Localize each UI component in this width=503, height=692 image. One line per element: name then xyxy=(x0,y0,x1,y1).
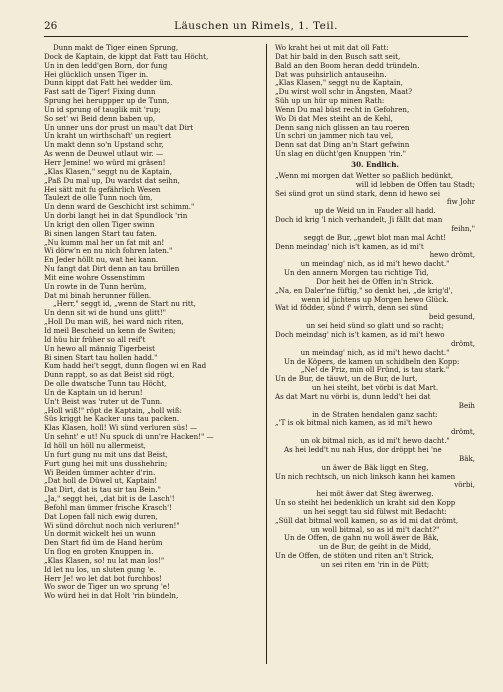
text-line: Id hüu hir früher so all reif't xyxy=(44,334,146,344)
text-line: Un krigt den ollen Tiger swinn xyxy=(44,219,155,229)
text-line: Bäk, xyxy=(459,453,475,463)
text-line: feihn," xyxy=(451,223,475,233)
text-line: Befohl man ümmer frische Krasch'! xyxy=(44,502,172,512)
text-line: Un dormit wickelt hei un wunn xyxy=(44,529,156,539)
text-line: Un flog en groten Knuppen in. xyxy=(44,547,154,557)
text-line: As wenn de Deuwel utlaut wir. — xyxy=(44,149,164,159)
text-line: Süs kriggt he Kacker uns tau packen. xyxy=(44,414,180,424)
text-line: Un hewo all männig Tigerbeist xyxy=(44,343,155,353)
text-line: Wo Di dat Mes steiht an de Kehl, xyxy=(275,113,393,123)
column-divider xyxy=(266,44,267,664)
text-line: Klas Klasen, holl! Wi sünd verluren süs! — xyxy=(44,423,198,433)
text-line: „Herr," seggt id, „wenn de Start nu ritt, xyxy=(53,299,196,309)
text-line: un ok bitmal nich, as id mi't hewo dacht." xyxy=(300,436,450,446)
text-line: beid gesund, xyxy=(428,312,475,322)
text-line: un sei riten em 'rin in de Pütt; xyxy=(320,559,430,569)
text-line: un woll bitmal, so as id mi't dacht?" xyxy=(310,524,440,534)
text-line: As dat Mart nu vörbi is, dunn ledd't hei dat xyxy=(275,391,431,401)
page-header xyxy=(44,18,468,34)
text-line: un meindag' nich, as id mi't hewo dacht." xyxy=(300,259,450,269)
text-line: Dunn kippt dat Fatt hei wedder üm. xyxy=(44,78,173,88)
text-line: Un de Köpers, de kamen un schidbeln den Kopp: xyxy=(284,356,460,366)
text-line: Dat hir bald in den Busch satt seit, xyxy=(275,51,401,61)
text-line: Wo swor de Tiger un wo sprung 'e! xyxy=(44,582,170,592)
text-line: Hei sätt mit fu gefährlich Wesen xyxy=(44,184,161,194)
text-line: Denn sat dat Ding an'n Start gefwinn xyxy=(275,140,410,150)
text-line: hei möt äwer dat Steg äwerweg. xyxy=(316,489,434,499)
text-line: Un nich rechtsch, un nich linksch kann hei kamen xyxy=(275,471,456,481)
text-line: So set' wi Beid denn baben up, xyxy=(44,113,156,123)
text-line: seggt de Bur, „gewt blot man mal Acht! xyxy=(303,232,447,242)
text-line: „Nu kumm mal her un fat mit an! xyxy=(44,237,165,247)
text-line: „Holl wiß!" röpt de Kaptain, „holl wiß: xyxy=(44,405,182,415)
text-line: Wi sünd dörchut noch nich verluren!" xyxy=(44,520,180,530)
text-line: „Du wirst woll schr in Ängsten, Maat? xyxy=(275,87,413,97)
text-line: „Ja," seggt hei, „dat bit is de Lasch'! xyxy=(44,494,175,504)
text-line: Un so steiht hei bedenklich un kraht sid den Kopp xyxy=(275,498,456,508)
left-text-column xyxy=(44,44,260,601)
text-line: Dunn rappt, so as dat Beist sid rögt, xyxy=(44,370,175,380)
text-line: Taulezt de olle Tunn noch üm, xyxy=(44,193,153,203)
text-line: Fast satt de Tiger! Fixing dunn xyxy=(44,87,156,97)
text-line: Un id sprung of tauglik mit 'rup; xyxy=(44,104,161,114)
right-text-column xyxy=(275,44,475,570)
text-line: Bald an den Boom heran dedd tründeln. xyxy=(275,60,420,70)
text-line: Un den annern Morgen tau richtige Tid, xyxy=(284,268,429,278)
page-number: 26 xyxy=(44,20,58,32)
text-line: Un de Kaptain un id herun! xyxy=(44,387,143,397)
text-line: Beih xyxy=(458,400,475,410)
text-line: in de Straten hendalen ganz sacht: xyxy=(312,409,438,419)
text-line: Hei glücklich unsen Tiger in. xyxy=(44,69,149,79)
text-line: Herr Jemine! wo würd mi gräsen! xyxy=(44,157,166,167)
text-line: Dor heit hei de Offen in'n Strick. xyxy=(316,276,434,286)
text-line: Denn meindag' nich is't kamen, as id mi't xyxy=(275,241,424,251)
text-line: Dat mi binah herunner füllen. xyxy=(44,290,152,300)
text-line: Herr Je! wo let dat bot furchbos! xyxy=(44,573,162,583)
text-line: un hei seggt tau sid fülwst mit Bedacht: xyxy=(303,506,447,516)
text-line: Un de Offen, de stöten und riten an't Strick, xyxy=(275,551,434,561)
text-line: drömt, xyxy=(450,427,475,437)
text-line: drömt, xyxy=(450,338,475,348)
text-line: Doch meindag' nich is't kamen, as id mi't hewo xyxy=(275,330,445,339)
text-line: Un sehnt' e ut! Nu spuck di unn're Hacken!" — xyxy=(44,432,214,442)
text-line: As hei ledd't nu nah Hus, dor dröppt hei 'ne xyxy=(284,444,442,454)
text-line: Süh up un hür up minen Rath: xyxy=(275,96,385,106)
text-line: Dunn makt de Tiger einen Sprung, xyxy=(53,44,179,52)
text-line: Id meil Bescheid un kenn de Switen; xyxy=(44,326,176,335)
text-line: Un schri un jammer nich tau vel, xyxy=(275,131,394,141)
text-line: Wat id födder, sünd f' wirrh, denn sei sünd xyxy=(275,303,428,313)
text-line: Wo kraht hei ut mit dat oll Fatt: xyxy=(275,44,389,52)
text-line: Un makt denn so'n Upstand schr, xyxy=(44,140,164,150)
text-line: Wi Beiden ümmer achter d'rin. xyxy=(44,467,156,477)
text-line: Un't Beist was 'ruter ut de Tunn. xyxy=(44,396,163,406)
text-line: „Klas Klasen," seggt nu de Kaptain, xyxy=(44,166,172,176)
text-line: Un kraht un wirthschaft' un regiert xyxy=(44,131,172,141)
text-line: Denn sang nich glissen an tau roeren xyxy=(275,122,410,132)
text-line: Doch id krig 'l nich verhandelt, Ji fällt dat man xyxy=(275,215,443,225)
text-line: „Wenn mi morgen dat Wetter so paßlich bedünkt, xyxy=(275,170,454,180)
text-line: un äwer de Bäk liggt en Steg, xyxy=(321,462,429,472)
text-line: Un rowte in de Tunn herüm, xyxy=(44,281,147,291)
text-line: Bi sinen langen Start tau faten. xyxy=(44,228,157,238)
text-line: Un dorbi langt hei in dat Spundlock 'rin xyxy=(44,211,188,221)
text-line: fiw Johr xyxy=(446,197,475,207)
text-line: Den Start fid üm de Hand herüm xyxy=(44,538,163,548)
text-line: „Na, en Daler'ne füftig," so denkt hei, „de krig'd', xyxy=(275,285,453,295)
text-line: „Holl Du man wiß, hei ward nich riten, xyxy=(44,317,184,327)
text-line: Sprung hei heruppper up de Tunn, xyxy=(44,96,170,106)
text-line: vörbi, xyxy=(454,480,475,490)
text-line: un de Bur, de geiht in de Midd, xyxy=(319,542,431,552)
text-line: Un unner uns dor prust un mau't dat Dirt xyxy=(44,122,194,132)
text-line: „'T is ok bitmal nich kamen, as id mi't hewo xyxy=(275,418,433,428)
text-line: Un denn ward de Geschicht irst schimm." xyxy=(44,202,195,212)
text-line: „Klas Klasen," seggt nu de Kaptain, xyxy=(275,78,403,88)
text-line: De olle dwatsche Tunn tau Höcht, xyxy=(44,379,167,389)
text-line: Dock de Kaptain, de kippt dat Fatt tau Höcht, xyxy=(44,51,209,61)
text-line: „Klas Klasen, so! nu lat man los!" xyxy=(44,555,165,565)
running-title: Läuschen un Rimels, 1. Teil. xyxy=(174,20,338,32)
text-line: Furt gung hei mit uns dusshehrin; xyxy=(44,458,168,468)
text-line: Dat Dirt, dat is tau sir tau Bein." xyxy=(44,485,161,495)
text-line: Un in den ledd'gen Born, dor fung xyxy=(44,60,168,70)
text-line: Wenn Du mal büst recht in Gefohren, xyxy=(275,104,410,114)
text-line: Mit eine wohre Ossenstimm xyxy=(44,272,145,282)
text-line: Un denn sit wi de hund uns glitt!" xyxy=(44,308,166,318)
text-line: wenn id jichtens up Morgen hewo Glück. xyxy=(301,294,449,304)
text-line: un meindag' nich, as id mi't hewo dacht." xyxy=(300,347,450,357)
text-line: Un slag en dücht'gen Knuppen 'rin." xyxy=(275,149,407,159)
text-line: En Jeder höllt nu, wat hei kann. xyxy=(44,255,159,265)
text-line: Un furt gung nu mit uns dat Beist, xyxy=(44,449,168,459)
text-line: „Ne! de Priz, min oll Fründ, is tau stark." xyxy=(300,365,450,375)
text-line: hewo drömt, xyxy=(429,250,475,260)
text-line: Wo würd hei in dat Holt 'rin bündeln, xyxy=(44,591,179,601)
text-line: Un de Offen, de gahn nu woll äwer de Bäk, xyxy=(284,533,439,543)
text-line: Dat Lopen fall nich ewig duren, xyxy=(44,511,158,521)
text-line: Un de Bur, de täuwt, un de Bur, de lurt, xyxy=(275,374,418,384)
text-line: un hei steiht, bet vörbi is dat Mart. xyxy=(311,383,439,393)
text-line: „Paß Du mal up, Du wardst dat seihn, xyxy=(44,175,180,185)
text-line: Id höll un höll nu allermeist, xyxy=(44,440,146,450)
text-line: „Süll dat bitmal woll kamen, so as id mi dat drömt, xyxy=(275,515,459,525)
text-line: „Dat holl de Düwel ut, Kaptain! xyxy=(44,476,158,486)
text-line: Dat was puhsirlich antauseihn. xyxy=(275,69,387,79)
text-line: Sei sünd grot un sünd stark, denn id hewo sei xyxy=(275,188,441,198)
text-line: Id let nu los, un sluten gung 'e. xyxy=(44,564,156,574)
text-line: will id lebben de Offen tau Stadt; xyxy=(355,179,475,189)
section-heading: 30. Endlich. xyxy=(351,159,399,169)
text-line: up de Weid un in Fauder all hadd. xyxy=(314,206,436,216)
text-line: Wi dörw'n en nu nich fohren laten." xyxy=(44,246,173,256)
text-line: Kum hadd hei't seggt, dunn flogen wi en Rad xyxy=(44,361,207,371)
text-line: un sei heid sünd so glatt und so racht; xyxy=(306,321,444,331)
header-rule xyxy=(44,36,468,37)
text-line: Bi sinen Start tau hollen hadd." xyxy=(44,352,158,362)
text-line: Nu fangt dat Dirt denn an tau brüllen xyxy=(44,264,180,274)
